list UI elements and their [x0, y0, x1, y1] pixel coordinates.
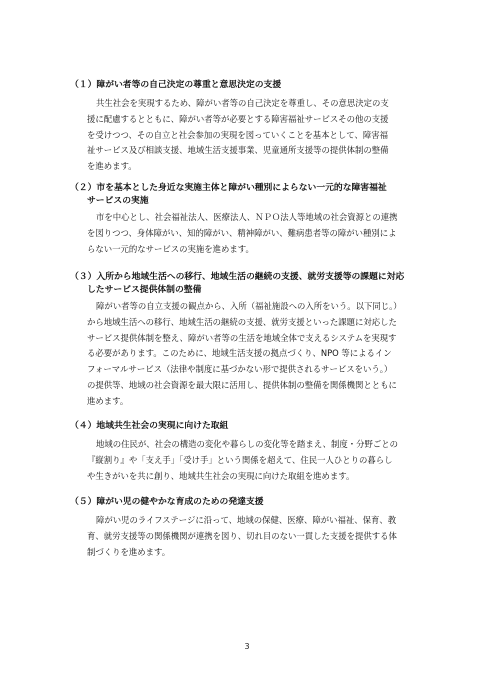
section-4-heading: （４）地域共生社会の実現に向けた取組: [70, 421, 229, 431]
body-line: 育、就労支援等の関係機関が連携を図り、切れ目のない一貫した支援を提供する体: [87, 530, 397, 541]
section-1-heading: （１）障がい者等の自己決定の尊重と意思決定の支援: [70, 80, 282, 90]
section-3-heading: （３）入所から地域生活への移行、地域生活の継続の支援、就労支援等の課題に対応: [70, 272, 405, 282]
section-4-body: [70, 437, 426, 484]
body-line: 地域の住民が、社会の構造の変化や暮らしの変化等を踏まえ、制度・分野ごとの: [96, 439, 399, 449]
body-line: を受けつつ、その自立と社会参加の実現を図っていくことを基本として、障害福: [87, 129, 388, 140]
body-line: 共生社会を実現するため、障がい者等の自己決定を尊重し、その意思決定の支: [96, 98, 389, 108]
body-line: る必要があります。このために、地域生活支援の拠点づくり、NPO 等によるイン: [87, 348, 392, 359]
section-5-body: [70, 513, 426, 560]
body-line: フォーマルサービス（法律や制度に基づかない形で提供されるサービスをいう。）: [87, 364, 393, 375]
body-line: を図りつつ、身体障がい、知的障がい、精神障がい、難病患者等の障がい種別によ: [87, 227, 397, 238]
body-line: 障がい者等の自立支援の観点から、入所（福祉施設への入所をいう。以下同じ。）: [96, 301, 402, 311]
section-2-heading: （２）市を基本とした身近な実施主体と障がい種別によらない一元的な障害福祉: [70, 183, 387, 193]
body-line: 制づくりを進めます。: [87, 546, 171, 557]
section-3-body: [70, 299, 426, 410]
section-2-body: [70, 210, 426, 257]
section-5-heading: （５）障がい児の健やかな育成のための発達支援: [70, 497, 264, 507]
section-4: [70, 420, 426, 484]
section-5: [70, 496, 426, 560]
body-line: の提供等、地域の社会資源を最大限に活用し、提供体制の整備を関係機関とともに: [87, 379, 397, 390]
body-line: 『縦割り』や「支え手」「受け手」という関係を超えて、住民一人ひとりの暮らし: [87, 454, 393, 465]
body-line: サービス提供体制を整え、障がい者等の生活を地域全体で支えるシステムを実現す: [87, 332, 397, 343]
body-line: から地域生活への移行、地域生活の継続の支援、就労支援といった課題に対応した: [87, 316, 397, 327]
body-line: 援に配慮するとともに、障がい者等が必要とする障害福祉サービスその他の支援: [87, 113, 389, 124]
page-number: 3: [244, 642, 250, 651]
body-line: 祉サービス及び相談支援、地域生活支援事業、児童通所支援等の提供体制の整備: [87, 145, 389, 156]
section-1: [70, 79, 426, 175]
section-2: [70, 182, 426, 257]
body-line: らない一元的なサービスの実施を進めます。: [87, 243, 254, 254]
section-2-heading-continued: サービスの実施: [87, 196, 149, 206]
body-line: や生きがいを共に創り、地域共生社会の実現に向けた取組を進めます。: [87, 470, 355, 481]
section-3: [70, 271, 426, 410]
section-1-body: [70, 96, 426, 175]
body-line: 障がい児のライフステージに沿って、地域の保健、医療、障がい福祉、保育、教: [96, 515, 397, 525]
body-line: 市を中心とし、社会福祉法人、医療法人、ＮＰＯ法人等地域の社会資源との連携: [96, 212, 398, 222]
body-line: 進めます。: [87, 395, 129, 406]
body-line: を進めます。: [87, 161, 137, 172]
section-3-heading-continued: したサービス提供体制の整備: [87, 285, 202, 295]
